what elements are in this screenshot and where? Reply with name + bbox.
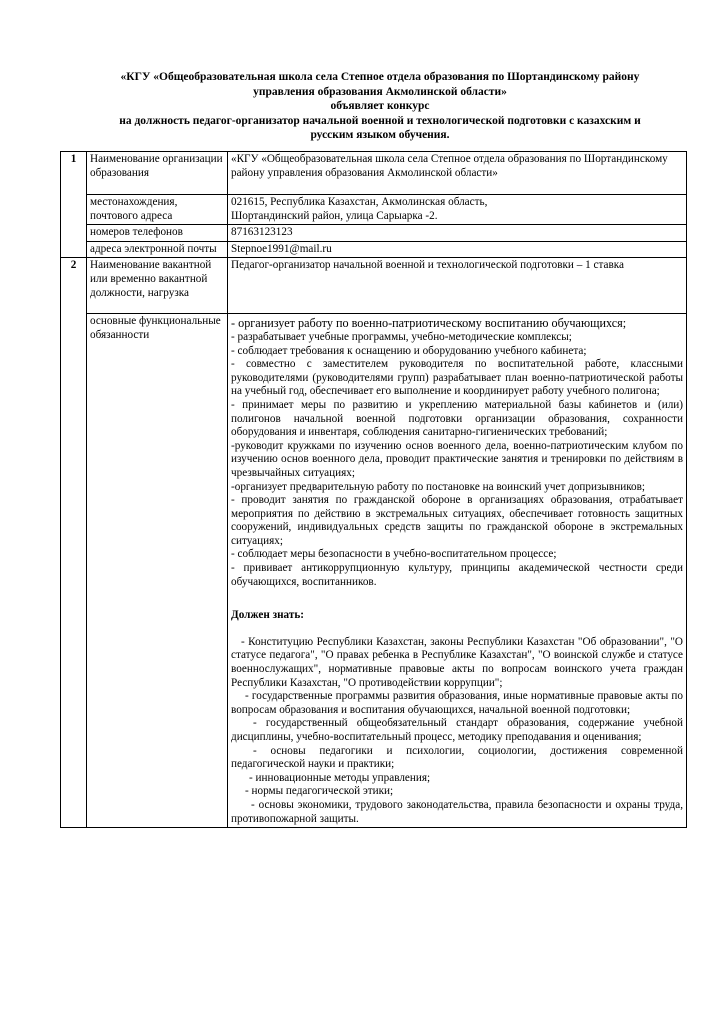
header-organization: «КГУ «Общеобразовательная школа села Степное отдела образования по Шортандинскому району управления образования Акмолинской области» <box>120 71 640 98</box>
phone-label: номеров телефонов <box>87 225 228 242</box>
knowledge-item: - основы педагогики и психологии, социологии, достижения современной педагогической науки и практики; <box>231 744 683 771</box>
email-label: адреса электронной почты <box>87 241 228 258</box>
table-row <box>61 258 687 314</box>
table-row <box>61 314 687 828</box>
vacancy-label: Наименование вакантной или временно вакантной должности, нагрузка <box>87 258 228 314</box>
duty-item: -руководит кружками по изучению основ военного дела, военно-патриотическим клубом по изучению основ военного дела, проводит практические занятия и тренировки по действиям в чрезвычайных ситуациях; <box>231 439 683 479</box>
row-number: 2 <box>61 258 87 828</box>
table-row <box>61 152 687 195</box>
duty-item: - прививает антикоррупционную культуру, принципы академической честности среди обучающихся, воспитанников. <box>231 562 683 588</box>
table-row <box>61 195 687 225</box>
duties-label: основные функциональные обязанности <box>87 314 228 828</box>
table-row <box>61 225 687 242</box>
address-label: местонахождения, почтового адреса <box>87 195 228 225</box>
duty-item: -организует предварительную работу по постановке на воинский учет допризывников; <box>231 480 646 493</box>
duty-item: - соблюдает меры безопасности в учебно-воспитательном процессе; <box>231 548 557 561</box>
table-row <box>61 241 687 258</box>
header-announces: объявляет конкурс <box>330 100 430 113</box>
knowledge-item: - государственный общеобязательный стандарт образования, содержание учебной дисциплины, учебно-воспитательный процесс, методику преподавания и оценивания; <box>231 717 683 743</box>
org-name-value: «КГУ «Общеобразовательная школа села Степное отдела образования по Шортандинскому району управления образования Акмолинской области» <box>228 152 687 195</box>
knowledge-item: - государственные программы развития образования, иные нормативные правовые акты по вопросам образования и воспитания обучающихся, начальной военной подготовки; <box>231 690 683 716</box>
org-name-label: Наименование организации образования <box>87 152 228 195</box>
duty-item: - организует работу по военно-патриотическому воспитанию обучающихся; <box>231 316 627 331</box>
knowledge-item: - основы экономики, трудового законодательства, правила безопасности и охраны труда, противопожарной защиты. <box>231 798 683 825</box>
duty-item: - соблюдает требования к оснащению и оборудованию учебного кабинета; <box>231 344 587 357</box>
duty-item: - проводит занятия по гражданской обороне в организациях образования, отрабатывает мероприятия по действию в экстремальных ситуациях, обеспечивает готовность защитных сооружений, индивидуальных средств защиты по гражданской обороне в экстремальных ситуациях; <box>231 494 683 547</box>
duty-item: - принимает меры по развитию и укреплению материальной базы кабинетов и (или) полигонов начальной военной подготовки организации образования, сохранности оборудования и инвентаря, соблюдения санитарно-гигиенических требований; <box>231 398 683 439</box>
address-line-2: Шортандинский район, улица Сарыарка -2. <box>231 209 438 222</box>
address-value <box>228 195 687 225</box>
email-value: Stepnoe1991@mail.ru <box>228 241 687 258</box>
phone-value: 87163123123 <box>228 225 687 242</box>
row-number: 1 <box>61 152 87 258</box>
vacancy-table <box>60 151 687 828</box>
knowledge-item: - инновационные методы управления; <box>249 771 431 784</box>
address-line-1: 021615, Республика Казахстан, Акмолинская область, <box>231 196 488 208</box>
duty-item: - совместно с заместителем руководителя по воспитательной работе, классными руководителями (руководителями групп) разрабатывает план военно-патриотической работы на учебный год, обеспечивает его выполнение и координирует работу учебного полигона; <box>231 358 683 398</box>
duty-item: - разрабатывает учебные программы, учебно-методические комплексы; <box>231 330 572 343</box>
duties-value <box>228 314 687 828</box>
knowledge-item: - Конституцию Республики Казахстан, законы Республики Казахстан "Об образовании", "О статусе педагога", "О правах ребенка в Республике Казахстан", "О воинской службе и статусе военнослужащих", нормативные правовые акты по вопросам воинского учета граждан Республики Казахстан, "О противодействии коррупции"; <box>231 635 683 689</box>
announcement-header <box>100 70 660 143</box>
vacancy-value: Педагог-организатор начальной военной и технологической подготовки – 1 ставка <box>228 258 687 314</box>
header-position: на должность педагог-организатор начальной военной и технологической подготовки с казахским и русским языком обучения. <box>119 114 641 142</box>
must-know-heading: Должен знать: <box>231 609 304 622</box>
knowledge-item: - нормы педагогической этики; <box>245 785 394 798</box>
